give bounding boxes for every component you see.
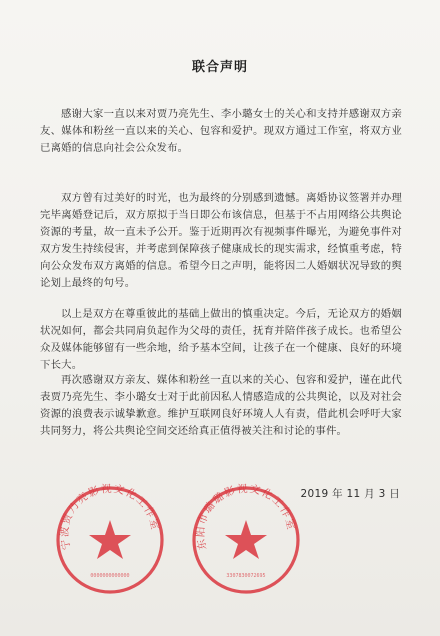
paragraph-1: 感谢大家一直以来对贾乃亮先生、李小璐女士的关心和支持并感谢双方亲友、媒体和粉丝一直以来的关心、包容和爱护。现双方通过工作室，将双方业已离婚的信息向社会公众发布。 xyxy=(40,108,402,155)
svg-text:0000000000000: 0000000000000 xyxy=(90,573,130,579)
company-seal-right xyxy=(188,482,304,598)
paragraph-4: 再次感谢双方亲友、媒体和粉丝一直以来的关心、包容和爱护，谨在此代表贾乃亮先生、李小璐女士对于此前因私人情感造成的公共舆论，以及对社会资源的浪费表示诚挚歉意。维护互联网良好环境人人有责，借此机会呼吁大家共同努力，将公共舆论空间交还给真正值得被关注和讨论的事件。 xyxy=(40,374,402,438)
star-icon xyxy=(89,520,131,559)
svg-text:3307830072695: 3307830072695 xyxy=(226,573,266,579)
svg-text:宁波贾乃亮影视文化工作室: 宁波贾乃亮影视文化工作室 xyxy=(58,482,162,551)
document-title: 联合声明 xyxy=(191,60,248,75)
paragraph-3: 以上是双方在尊重彼此的基础上做出的慎重决定。今后，无论双方的婚姻状况如何，都会共同肩负起作为父母的责任，抚育并陪伴孩子成长。也希望公众及媒体能够留有一些余地，给予基本空间，让孩子在一个健康、良好的环境下长大。 xyxy=(40,308,402,372)
paragraph-2: 双方曾有过美好的时光，也为最终的分别感到遗憾。离婚协议签署并办理完毕离婚登记后，双方原拟于当日即公布该信息，但基于不占用网络公共舆论资源的考量，故一直未予公开。鉴于近期再次有视频事件曝光，为避免事件对双方发生持续侵害，并考虑到保障孩子健康成长的现实需求，经慎重考虑，特向公众发布双方离婚的信息。希望今日之声明，能将因二人婚姻状况导致的舆论划上最终的句号。 xyxy=(40,192,402,290)
svg-text:东阳市璐璐影视文化工作室: 东阳市璐璐影视文化工作室 xyxy=(194,482,298,551)
company-seal-left xyxy=(52,482,168,598)
document-date: 2019 年 11 月 3 日 xyxy=(300,488,400,500)
star-icon xyxy=(225,520,267,559)
